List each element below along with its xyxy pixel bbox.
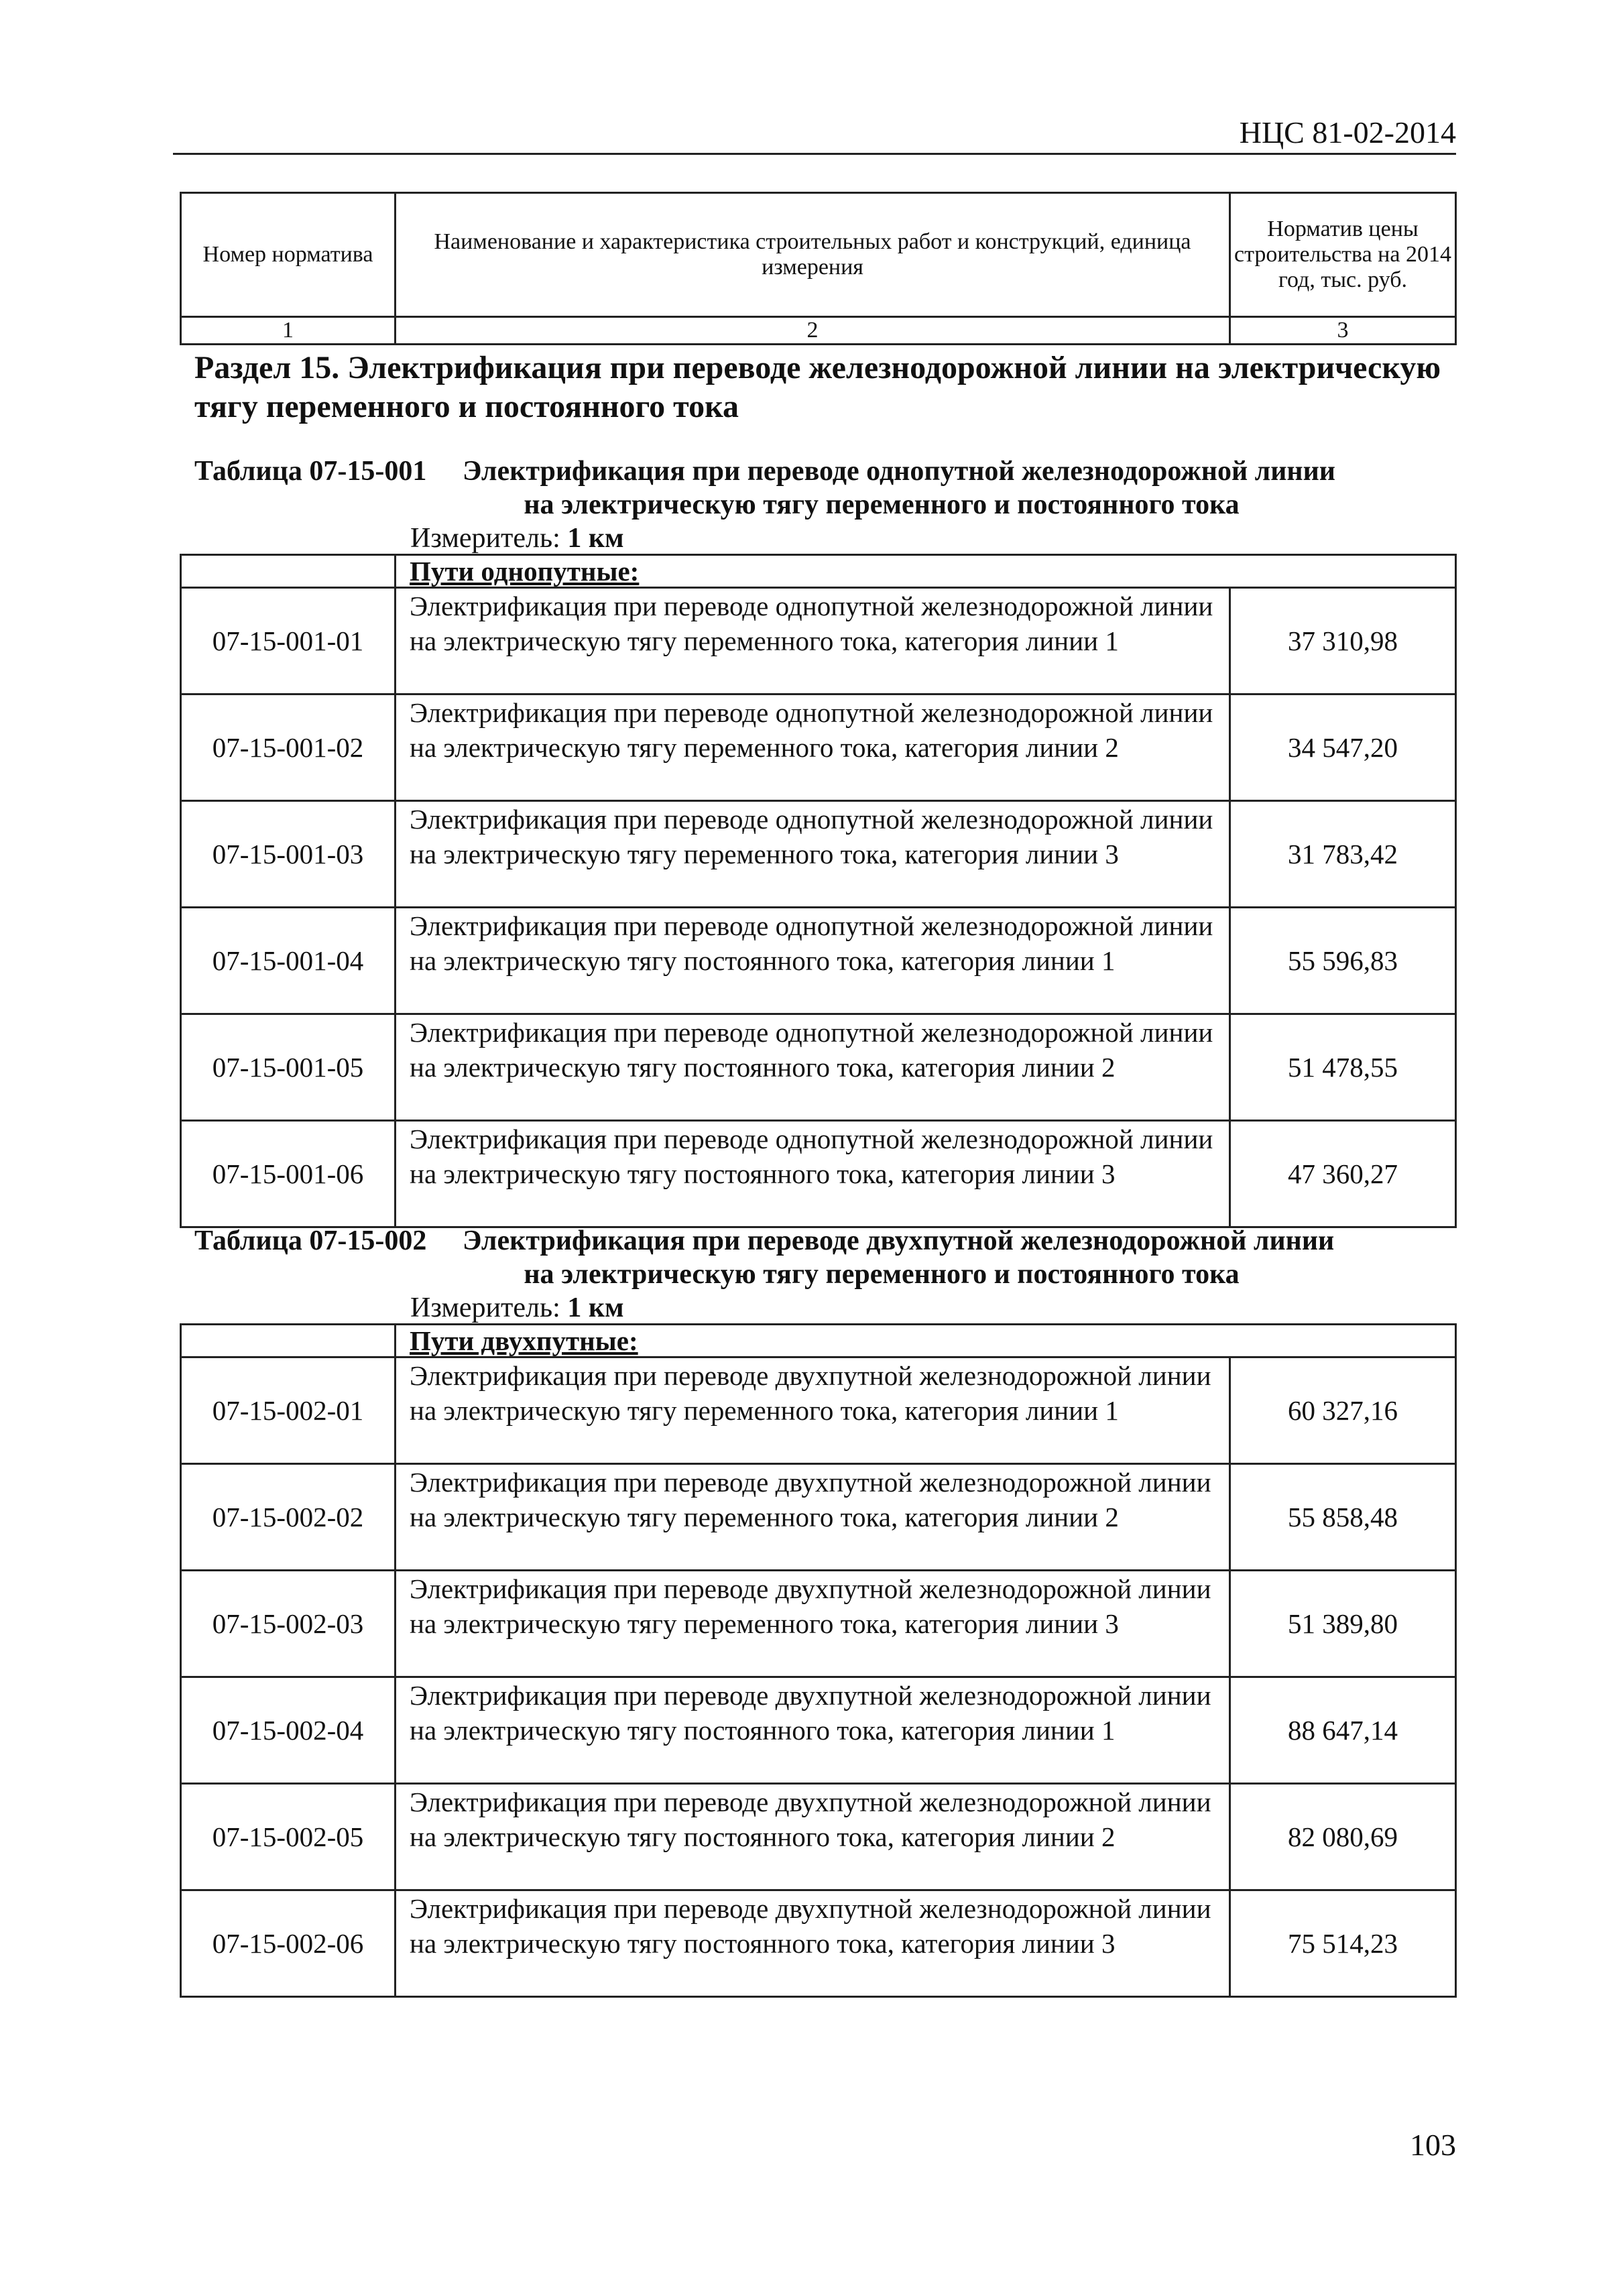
meter-label: Измеритель: (410, 523, 560, 554)
column-index-1: 1 (181, 317, 396, 345)
norm-price: 51 478,55 (1230, 1014, 1456, 1121)
meter-label: Измеритель: (410, 1292, 560, 1323)
norm-price: 55 858,48 (1230, 1464, 1456, 1571)
group-label: Пути двухпутные: (396, 1325, 1456, 1357)
norm-code: 07-15-002-02 (181, 1464, 396, 1571)
table-row (181, 1014, 1456, 1121)
group-label: Пути однопутные: (396, 555, 1456, 588)
norm-code: 07-15-001-03 (181, 801, 396, 908)
norm-price: 82 080,69 (1230, 1784, 1456, 1890)
norm-price: 60 327,16 (1230, 1357, 1456, 1464)
norm-code: 07-15-001-02 (181, 694, 396, 801)
section-title: Раздел 15. Электрификация при переводе железнодорожной линии на электрическую тягу переменного и постоянного тока (194, 350, 1441, 424)
page-number: 103 (1410, 2128, 1456, 2162)
group-row (181, 555, 1456, 588)
meter-value: 1 км (567, 523, 624, 554)
norm-code: 07-15-001-01 (181, 588, 396, 694)
norm-description: Электрификация при переводе однопутной железнодорожной линии на электрическую тягу переменного тока, категория линии 3 (396, 801, 1230, 908)
table-row (181, 588, 1456, 694)
norm-code: 07-15-002-05 (181, 1784, 396, 1890)
column-header-price: Норматив цены строительства на 2014 год, тыс. руб. (1230, 193, 1456, 317)
column-index-3: 3 (1230, 317, 1456, 345)
norm-price: 37 310,98 (1230, 588, 1456, 694)
meter-1 (410, 523, 624, 554)
norm-price: 47 360,27 (1230, 1121, 1456, 1227)
table-row (181, 694, 1456, 801)
table-title-2 (194, 1224, 1455, 1291)
norm-description: Электрификация при переводе двухпутной железнодорожной линии на электрическую тягу постоянного тока, категория линии 3 (396, 1890, 1230, 1997)
column-header-number: Номер норматива (181, 193, 396, 317)
group-row (181, 1325, 1456, 1357)
table-row (181, 1121, 1456, 1227)
norm-price: 75 514,23 (1230, 1890, 1456, 1997)
table-row (181, 1357, 1456, 1464)
table-row (181, 1890, 1456, 1997)
table-row (181, 1464, 1456, 1571)
table-code: Таблица 07-15-002 (194, 1225, 427, 1256)
norm-code: 07-15-002-06 (181, 1890, 396, 1997)
column-header-description: Наименование и характеристика строительных работ и конструкций, единица измерения (396, 193, 1230, 317)
table-row (181, 1677, 1456, 1784)
norm-description: Электрификация при переводе двухпутной железнодорожной линии на электрическую тягу постоянного тока, категория линии 1 (396, 1677, 1230, 1784)
column-index-2: 2 (396, 317, 1230, 345)
table-code: Таблица 07-15-001 (194, 456, 427, 487)
norm-description: Электрификация при переводе двухпутной железнодорожной линии на электрическую тягу постоянного тока, категория линии 2 (396, 1784, 1230, 1890)
table-row (181, 801, 1456, 908)
norm-price: 34 547,20 (1230, 694, 1456, 801)
column-header-table (180, 192, 1457, 345)
document-code: НЦС 81-02-2014 (1239, 115, 1456, 149)
norm-description: Электрификация при переводе двухпутной железнодорожной линии на электрическую тягу переменного тока, категория линии 2 (396, 1464, 1230, 1571)
norm-description: Электрификация при переводе двухпутной железнодорожной линии на электрическую тягу переменного тока, категория линии 3 (396, 1571, 1230, 1677)
table-title-line2: на электрическую тягу переменного и постоянного тока (524, 489, 1240, 520)
table-title-line1: Электрификация при переводе однопутной железнодорожной линии (463, 456, 1335, 487)
table-title-line1: Электрификация при переводе двухпутной железнодорожной линии (463, 1225, 1335, 1256)
norm-code: 07-15-002-03 (181, 1571, 396, 1677)
table-title-line2: на электрическую тягу переменного и постоянного тока (524, 1259, 1240, 1290)
norm-description: Электрификация при переводе однопутной железнодорожной линии на электрическую тягу переменного тока, категория линии 1 (396, 588, 1230, 694)
table-row (181, 1784, 1456, 1890)
norm-price: 55 596,83 (1230, 908, 1456, 1014)
table-row (181, 1571, 1456, 1677)
norm-code: 07-15-001-05 (181, 1014, 396, 1121)
norm-description: Электрификация при переводе однопутной железнодорожной линии на электрическую тягу постоянного тока, категория линии 1 (396, 908, 1230, 1014)
norm-code: 07-15-001-04 (181, 908, 396, 1014)
norm-description: Электрификация при переводе однопутной железнодорожной линии на электрическую тягу переменного тока, категория линии 2 (396, 694, 1230, 801)
norm-code: 07-15-001-06 (181, 1121, 396, 1227)
table-title-1 (194, 455, 1455, 522)
norm-description: Электрификация при переводе однопутной железнодорожной линии на электрическую тягу постоянного тока, категория линии 3 (396, 1121, 1230, 1227)
norm-code: 07-15-002-01 (181, 1357, 396, 1464)
norm-price: 31 783,42 (1230, 801, 1456, 908)
norm-price: 88 647,14 (1230, 1677, 1456, 1784)
norm-description: Электрификация при переводе двухпутной железнодорожной линии на электрическую тягу переменного тока, категория линии 1 (396, 1357, 1230, 1464)
header-rule (173, 153, 1456, 155)
meter-value: 1 км (567, 1292, 624, 1323)
table-row (181, 908, 1456, 1014)
norm-table-1 (180, 554, 1457, 1228)
norm-price: 51 389,80 (1230, 1571, 1456, 1677)
norm-table-2 (180, 1323, 1457, 1998)
norm-description: Электрификация при переводе однопутной железнодорожной линии на электрическую тягу постоянного тока, категория линии 2 (396, 1014, 1230, 1121)
norm-code: 07-15-002-04 (181, 1677, 396, 1784)
meter-2 (410, 1292, 624, 1323)
